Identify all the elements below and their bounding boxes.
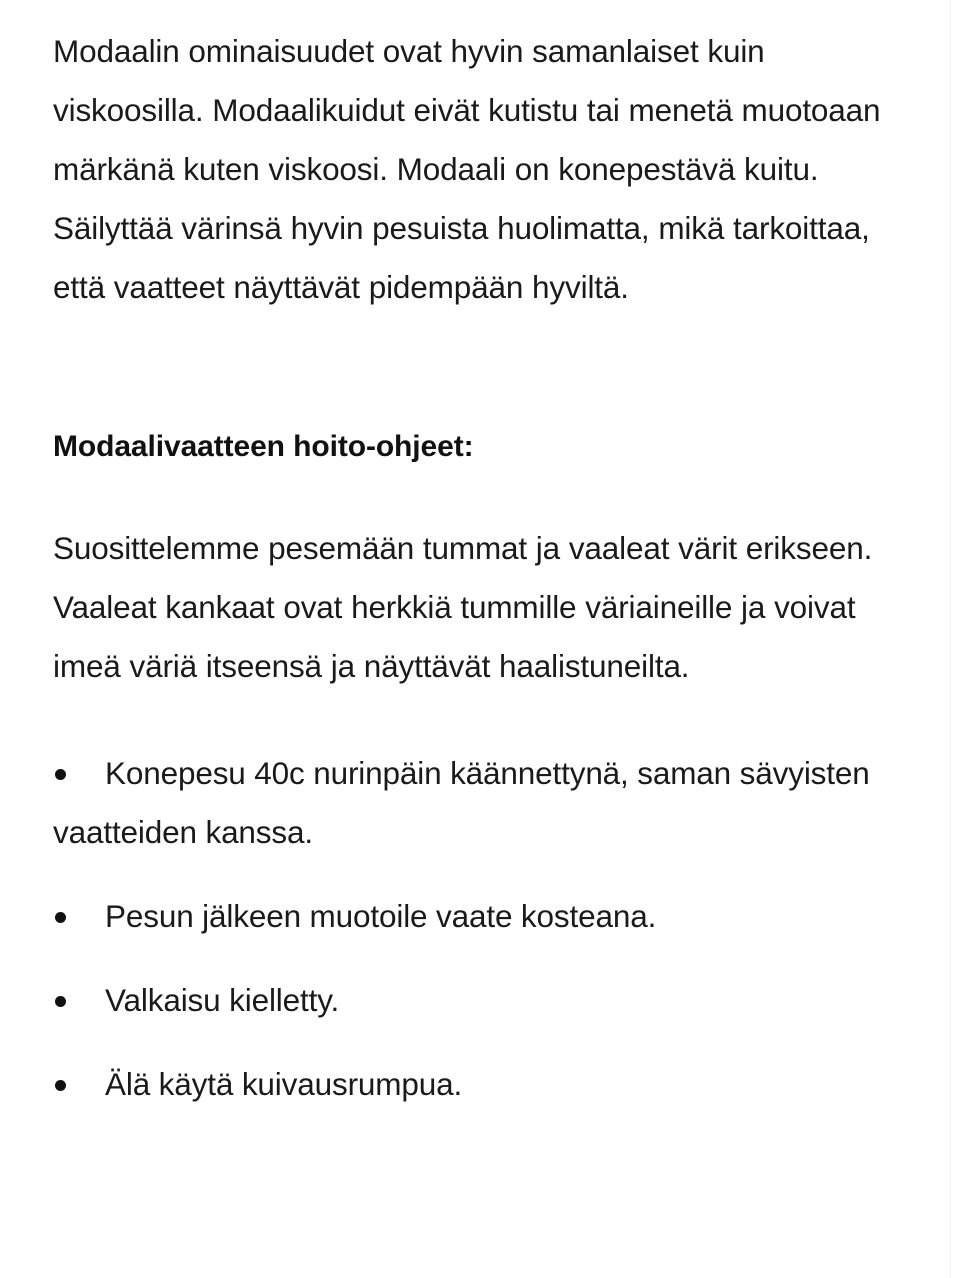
spacer-before-heading — [53, 317, 913, 427]
bullet-icon — [55, 996, 66, 1007]
list-item — [53, 887, 913, 946]
list-item-label: Älä käytä kuivausrumpua. — [105, 1066, 463, 1102]
bullet-icon — [55, 1080, 66, 1091]
page-right-rule — [950, 0, 951, 1278]
document-content — [53, 22, 913, 1114]
intro-paragraph: Modaalin ominaisuudet ovat hyvin samanlaiset kuin viskoosilla. Modaalikuidut eivät kutistu tai menetä muotoaan märkänä kuten viskoosi. Modaali on konepestävä kuitu. Säilyttää värinsä hyvin pesuista huolimatta, mikä tarkoittaa, että vaatteet näyttävät pidempään hyviltä. — [53, 33, 881, 305]
bullet-icon — [55, 769, 66, 780]
list-item — [53, 744, 913, 862]
list-item-label: Konepesu 40c nurinpäin käännettynä, saman sävyisten vaatteiden kanssa. — [53, 755, 870, 850]
spacer-before-list — [53, 696, 913, 744]
list-item-label: Valkaisu kielletty. — [105, 982, 340, 1018]
list-item — [53, 1055, 913, 1114]
care-instructions-heading: Modaalivaatteen hoito-ohjeet: — [53, 430, 474, 463]
care-intro-paragraph: Suosittelemme pesemään tummat ja vaaleat värit erikseen. Vaaleat kankaat ovat herkkiä tummille väriaineille ja voivat imeä väriä itseensä ja näyttävät haalistuneilta. — [53, 530, 873, 684]
spacer-after-heading — [53, 467, 913, 519]
care-instructions-list — [53, 744, 913, 1114]
list-item-label: Pesun jälkeen muotoile vaate kosteana. — [105, 898, 657, 934]
list-item — [53, 971, 913, 1030]
bullet-icon — [55, 912, 66, 923]
